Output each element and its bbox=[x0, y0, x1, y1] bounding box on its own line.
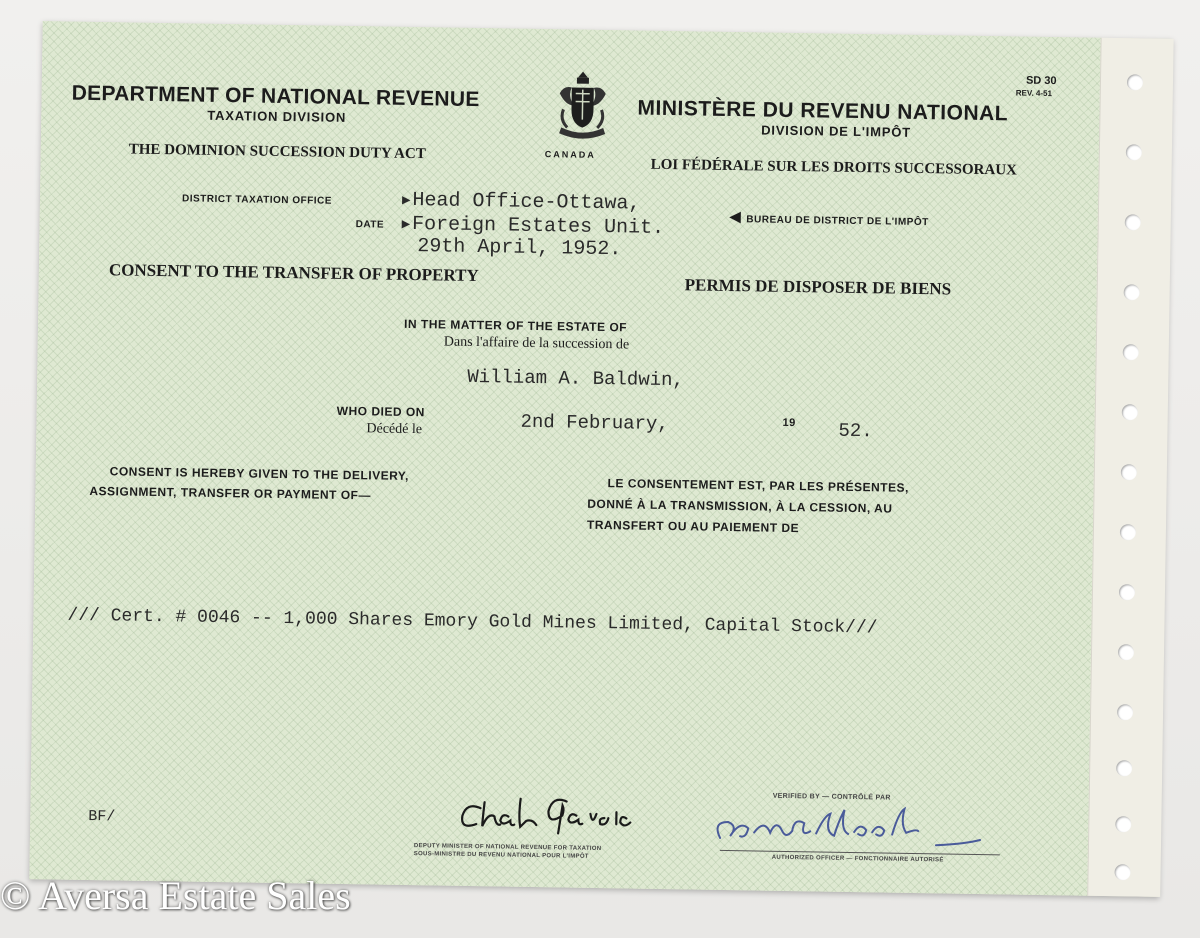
date-label: DATE bbox=[355, 219, 385, 231]
officer-caption: AUTHORIZED OFFICER — FONCTIONNAIRE AUTORISÉ bbox=[771, 854, 944, 864]
consent-fr-line1: LE CONSENTEMENT EST, PAR LES PRÉSENTES, bbox=[607, 476, 910, 495]
perforation-hole bbox=[1115, 816, 1131, 832]
death-century: 19 bbox=[782, 416, 796, 430]
pointer-right-icon: ▶ bbox=[401, 192, 411, 209]
perforation-hole bbox=[1124, 284, 1140, 300]
estate-label-fr: Dans l'affaire de la succession de bbox=[443, 334, 630, 353]
perforation-hole bbox=[1119, 584, 1135, 600]
division-en: TAXATION DIVISION bbox=[207, 107, 347, 125]
property-description: /// Cert. # 0046 -- 1,000 Shares Emory Gold Mines Limited, Capital Stock/// bbox=[67, 605, 878, 639]
consent-fr-line3: TRANSFERT OU AU PAIEMENT DE bbox=[586, 517, 800, 536]
canada-coat-of-arms-icon bbox=[553, 69, 612, 144]
perforation-hole bbox=[1125, 214, 1141, 230]
office-label-fr: ◀ BUREAU DE DISTRICT DE L'IMPÔT bbox=[729, 207, 929, 229]
division-fr: DIVISION DE L'IMPÔT bbox=[761, 122, 912, 140]
form-revision: REV. 4-51 bbox=[1015, 88, 1053, 99]
perforation-hole bbox=[1117, 704, 1133, 720]
deputy-caption-fr: SOUS-MINISTRE DU REVENU NATIONAL POUR L'IMPÔT bbox=[413, 851, 589, 860]
initials: BF/ bbox=[88, 807, 116, 826]
pointer-left-icon: ◀ bbox=[729, 207, 742, 225]
form-number: SD 30 bbox=[1025, 74, 1057, 88]
date-value: 29th April, 1952. bbox=[417, 235, 622, 262]
deputy-caption-en: DEPUTY MINISTER OF NATIONAL REVENUE FOR TAXATION bbox=[413, 843, 602, 853]
title-fr: PERMIS DE DISPOSER DE BIENS bbox=[684, 275, 952, 299]
perforation-hole bbox=[1127, 74, 1143, 90]
verified-label: VERIFIED BY — CONTRÔLÉ PAR bbox=[772, 792, 891, 802]
department-en: DEPARTMENT OF NATIONAL REVENUE bbox=[71, 81, 480, 112]
death-date: 2nd February, bbox=[520, 410, 669, 436]
perforation-hole bbox=[1114, 864, 1130, 880]
death-label-en: WHO DIED ON bbox=[336, 403, 425, 420]
perforation-hole bbox=[1120, 524, 1136, 540]
perforation-hole bbox=[1123, 344, 1139, 360]
consent-en-line2: ASSIGNMENT, TRANSFER OR PAYMENT OF— bbox=[89, 483, 372, 503]
perforation-hole bbox=[1126, 144, 1142, 160]
crest-label: CANADA bbox=[544, 149, 596, 160]
department-fr: MINISTÈRE DU REVENU NATIONAL bbox=[637, 96, 1009, 126]
perforation-hole bbox=[1121, 464, 1137, 480]
estate-name: William A. Baldwin, bbox=[467, 365, 685, 392]
pointer-right-icon: ▶ bbox=[401, 216, 411, 233]
death-year: 52. bbox=[838, 419, 873, 443]
deputy-signature bbox=[450, 788, 661, 841]
office-unit: ▶Foreign Estates Unit. bbox=[401, 213, 665, 240]
death-label-fr: Décédé le bbox=[366, 421, 423, 438]
consent-en-line1: CONSENT IS HEREBY GIVEN TO THE DELIVERY, bbox=[109, 464, 409, 483]
perforated-tractor-strip bbox=[1087, 38, 1173, 897]
perforation-hole bbox=[1118, 644, 1134, 660]
office-label-en: DISTRICT TAXATION OFFICE bbox=[181, 193, 333, 207]
act-en: THE DOMINION SUCCESSION DUTY ACT bbox=[128, 141, 426, 163]
office-value: ▶Head Office-Ottawa, bbox=[401, 189, 641, 216]
perforation-hole bbox=[1116, 760, 1132, 776]
document-sheet bbox=[29, 21, 1172, 897]
form-body bbox=[29, 21, 1100, 896]
estate-label-en: IN THE MATTER OF THE ESTATE OF bbox=[403, 316, 628, 335]
perforation-hole bbox=[1122, 404, 1138, 420]
title-en: CONSENT TO THE TRANSFER OF PROPERTY bbox=[108, 260, 479, 286]
act-fr: LOI FÉDÉRALE SUR LES DROITS SUCCESSORAUX bbox=[650, 156, 1018, 179]
officer-signature bbox=[706, 802, 987, 856]
watermark: © Aversa Estate Sales bbox=[0, 873, 351, 918]
consent-fr-line2: DONNÉ À LA TRANSMISSION, À LA CESSION, AU bbox=[587, 496, 893, 516]
